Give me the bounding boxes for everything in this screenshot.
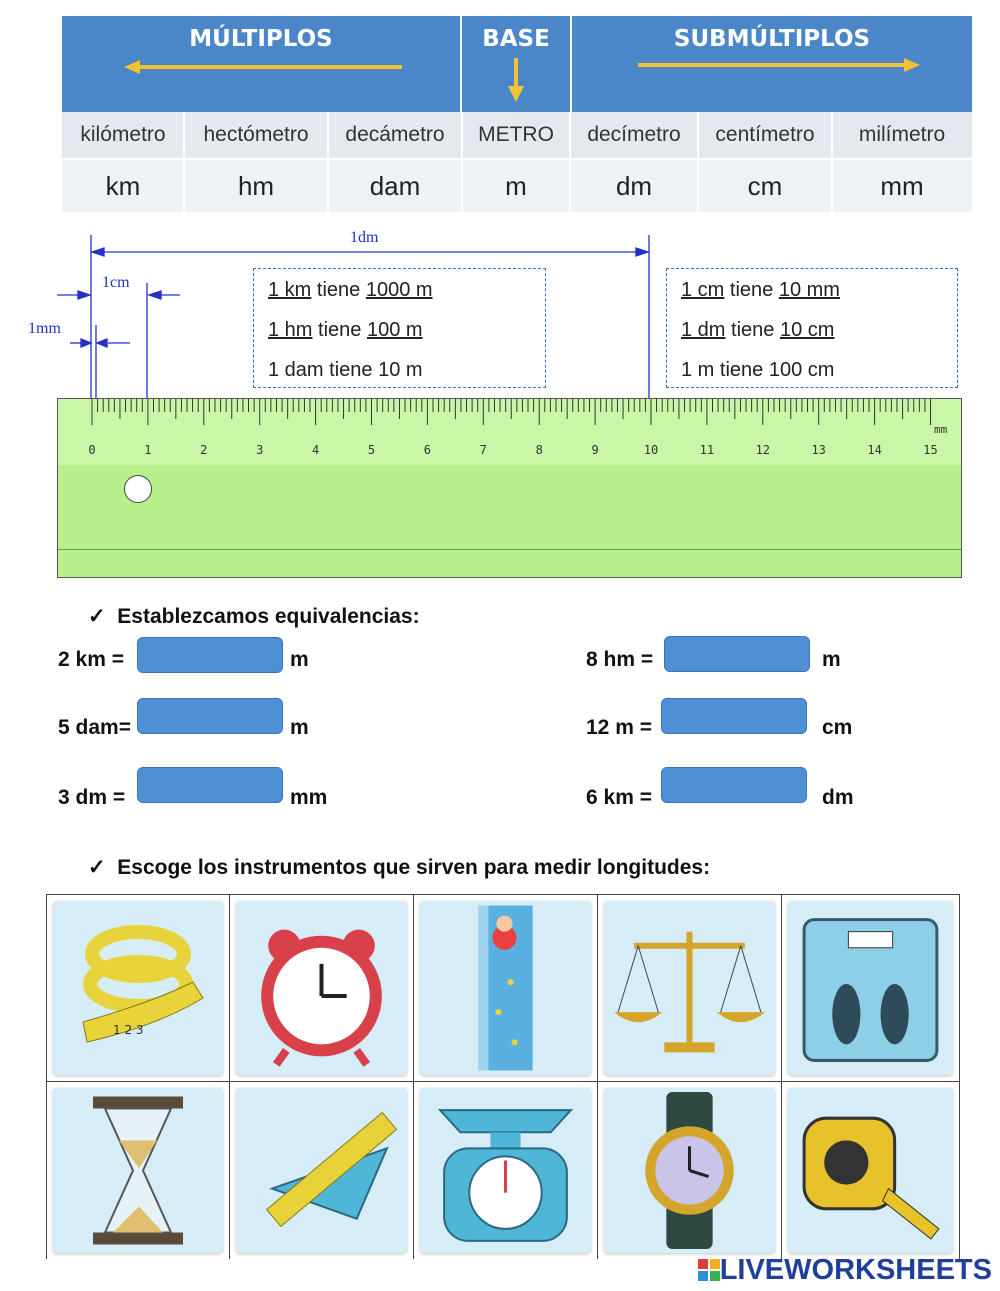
ruler-number: 2 (200, 443, 208, 457)
liveworksheets-brand: LIVEWORKSHEETS (719, 1254, 992, 1286)
unit-abbr: dm (615, 171, 653, 201)
dm-label: 1dm (350, 229, 379, 246)
question-label: 8 hm = (586, 648, 654, 671)
unit-label: m (290, 648, 309, 671)
unit-abbr: m (505, 171, 527, 201)
ruler-number: 5 (367, 443, 376, 457)
question-label: 3 dm = (58, 786, 126, 809)
unit-abbr: hm (237, 171, 275, 201)
alarm-clock-icon (236, 901, 407, 1075)
kitchen-scale-icon (420, 1088, 591, 1253)
answer-input[interactable] (661, 698, 807, 734)
divider (697, 112, 699, 214)
units-table (62, 16, 972, 214)
grid-cell[interactable] (230, 1081, 414, 1259)
unit-abbr: mm (880, 171, 924, 201)
divider (569, 112, 571, 214)
unit-name: decímetro (587, 123, 681, 146)
unit-label: m (290, 716, 309, 739)
answer-input[interactable] (661, 767, 807, 803)
answer-input[interactable] (137, 698, 283, 734)
base-header (462, 16, 570, 112)
unit-label: mm (290, 786, 328, 809)
ruler-number: 0 (88, 443, 96, 457)
ruler-number: 11 (699, 443, 715, 457)
divider (183, 112, 185, 214)
ruler-number: 12 (755, 443, 771, 457)
arrow-right-icon (634, 56, 924, 76)
instruments-grid (46, 894, 960, 1259)
multiples-equivalences-box (253, 268, 546, 388)
equivalence-line: 1 hm tiene 100 m (268, 319, 423, 341)
arrow-left-icon (122, 58, 412, 78)
unit-name: centímetro (715, 123, 815, 146)
multiples-title: MÚLTIPLOS (189, 26, 333, 52)
unit-name: milímetro (858, 123, 946, 146)
mm-label: 1mm (28, 320, 61, 337)
grid-cell[interactable] (414, 1081, 598, 1259)
ruler-number: 8 (535, 443, 543, 457)
equivalence-line: 1 dm tiene 10 cm (681, 319, 835, 341)
grid-cell[interactable] (46, 895, 230, 1081)
ruler-number: 10 (643, 443, 659, 457)
unit-label: m (822, 648, 841, 671)
answer-input[interactable] (664, 636, 810, 672)
answer-input[interactable] (137, 767, 283, 803)
measuring-tape-icon (788, 1088, 953, 1253)
unit-name: decámetro (345, 123, 445, 146)
cm-label: 1cm (102, 274, 130, 291)
submultiples-equivalences-box (666, 268, 958, 388)
arrow-down-icon (506, 56, 526, 104)
unit-name: METRO (478, 123, 554, 146)
ruler-number: 9 (591, 443, 599, 457)
submultiples-header (572, 16, 972, 112)
grid-cell[interactable] (46, 1081, 230, 1259)
ruler-number: 14 (867, 443, 882, 457)
equivalence-line: 1 km tiene 1000 m (268, 279, 433, 301)
ruler-set-square-icon (236, 1088, 407, 1253)
height-chart-icon (420, 901, 591, 1075)
base-title: BASE (482, 26, 550, 52)
ruler-number: 3 (256, 443, 264, 457)
unit-abbr: cm (747, 171, 783, 201)
unit-name: hectómetro (203, 123, 309, 146)
unit-label: dm (822, 786, 854, 809)
ruler-number: 4 (311, 443, 320, 457)
question-label: 12 m = (586, 716, 652, 739)
divider (831, 112, 833, 214)
grid-cell[interactable] (230, 895, 414, 1081)
unit-abbr: km (105, 171, 141, 201)
answer-input[interactable] (137, 637, 283, 673)
ruler-number: 13 (811, 443, 826, 457)
submultiples-title: SUBMÚLTIPLOS (673, 26, 871, 52)
bathroom-scale-icon (788, 901, 953, 1075)
ruler-number: 7 (479, 443, 487, 457)
check-icon: ✓ (88, 856, 106, 879)
ruler-ticks (58, 399, 963, 439)
equivalence-line: 1 dam tiene 10 m (268, 359, 423, 381)
instruments-heading: ✓ Escoge los instrumentos que sirven para medir longitudes: (88, 856, 711, 879)
question-label: 5 dam= (58, 716, 131, 739)
wristwatch-icon (604, 1088, 775, 1253)
unit-abbr-row (62, 160, 972, 212)
grid-cell[interactable] (598, 895, 782, 1081)
svg-text:1 2 3: 1 2 3 (113, 1023, 144, 1037)
grid-cell[interactable] (598, 1081, 782, 1259)
multiples-header (62, 16, 460, 112)
ruler-hole-icon (124, 475, 152, 503)
grid-cell[interactable] (414, 895, 598, 1081)
tape-measure-icon (53, 901, 223, 1075)
divider (461, 112, 463, 214)
unit-label: cm (822, 716, 853, 739)
unit-names-row (62, 112, 972, 158)
balance-scale-icon (604, 901, 775, 1075)
hourglass-icon (53, 1088, 223, 1253)
divider (327, 112, 329, 214)
equivalence-line: 1 cm tiene 10 mm (681, 279, 840, 301)
grid-cell[interactable] (782, 1081, 960, 1259)
liveworksheets-logo-icon (698, 1259, 720, 1281)
ruler-number: 1 (144, 443, 152, 457)
question-label: 2 km = (58, 648, 124, 671)
ruler-number: 15 (923, 443, 938, 457)
question-label: 6 km = (586, 786, 652, 809)
grid-cell[interactable] (782, 895, 960, 1081)
ruler-unit-label: mm (934, 423, 948, 436)
equivalence-line: 1 m tiene 100 cm (681, 359, 835, 381)
unit-abbr: dam (369, 171, 421, 201)
ruler-bottom-line (58, 549, 961, 550)
equivalences-heading: ✓ Establezcamos equivalencias: (88, 605, 420, 628)
check-icon: ✓ (88, 605, 106, 628)
ruler (57, 398, 962, 578)
unit-name: kilómetro (80, 123, 166, 146)
ruler-number: 6 (423, 443, 432, 457)
